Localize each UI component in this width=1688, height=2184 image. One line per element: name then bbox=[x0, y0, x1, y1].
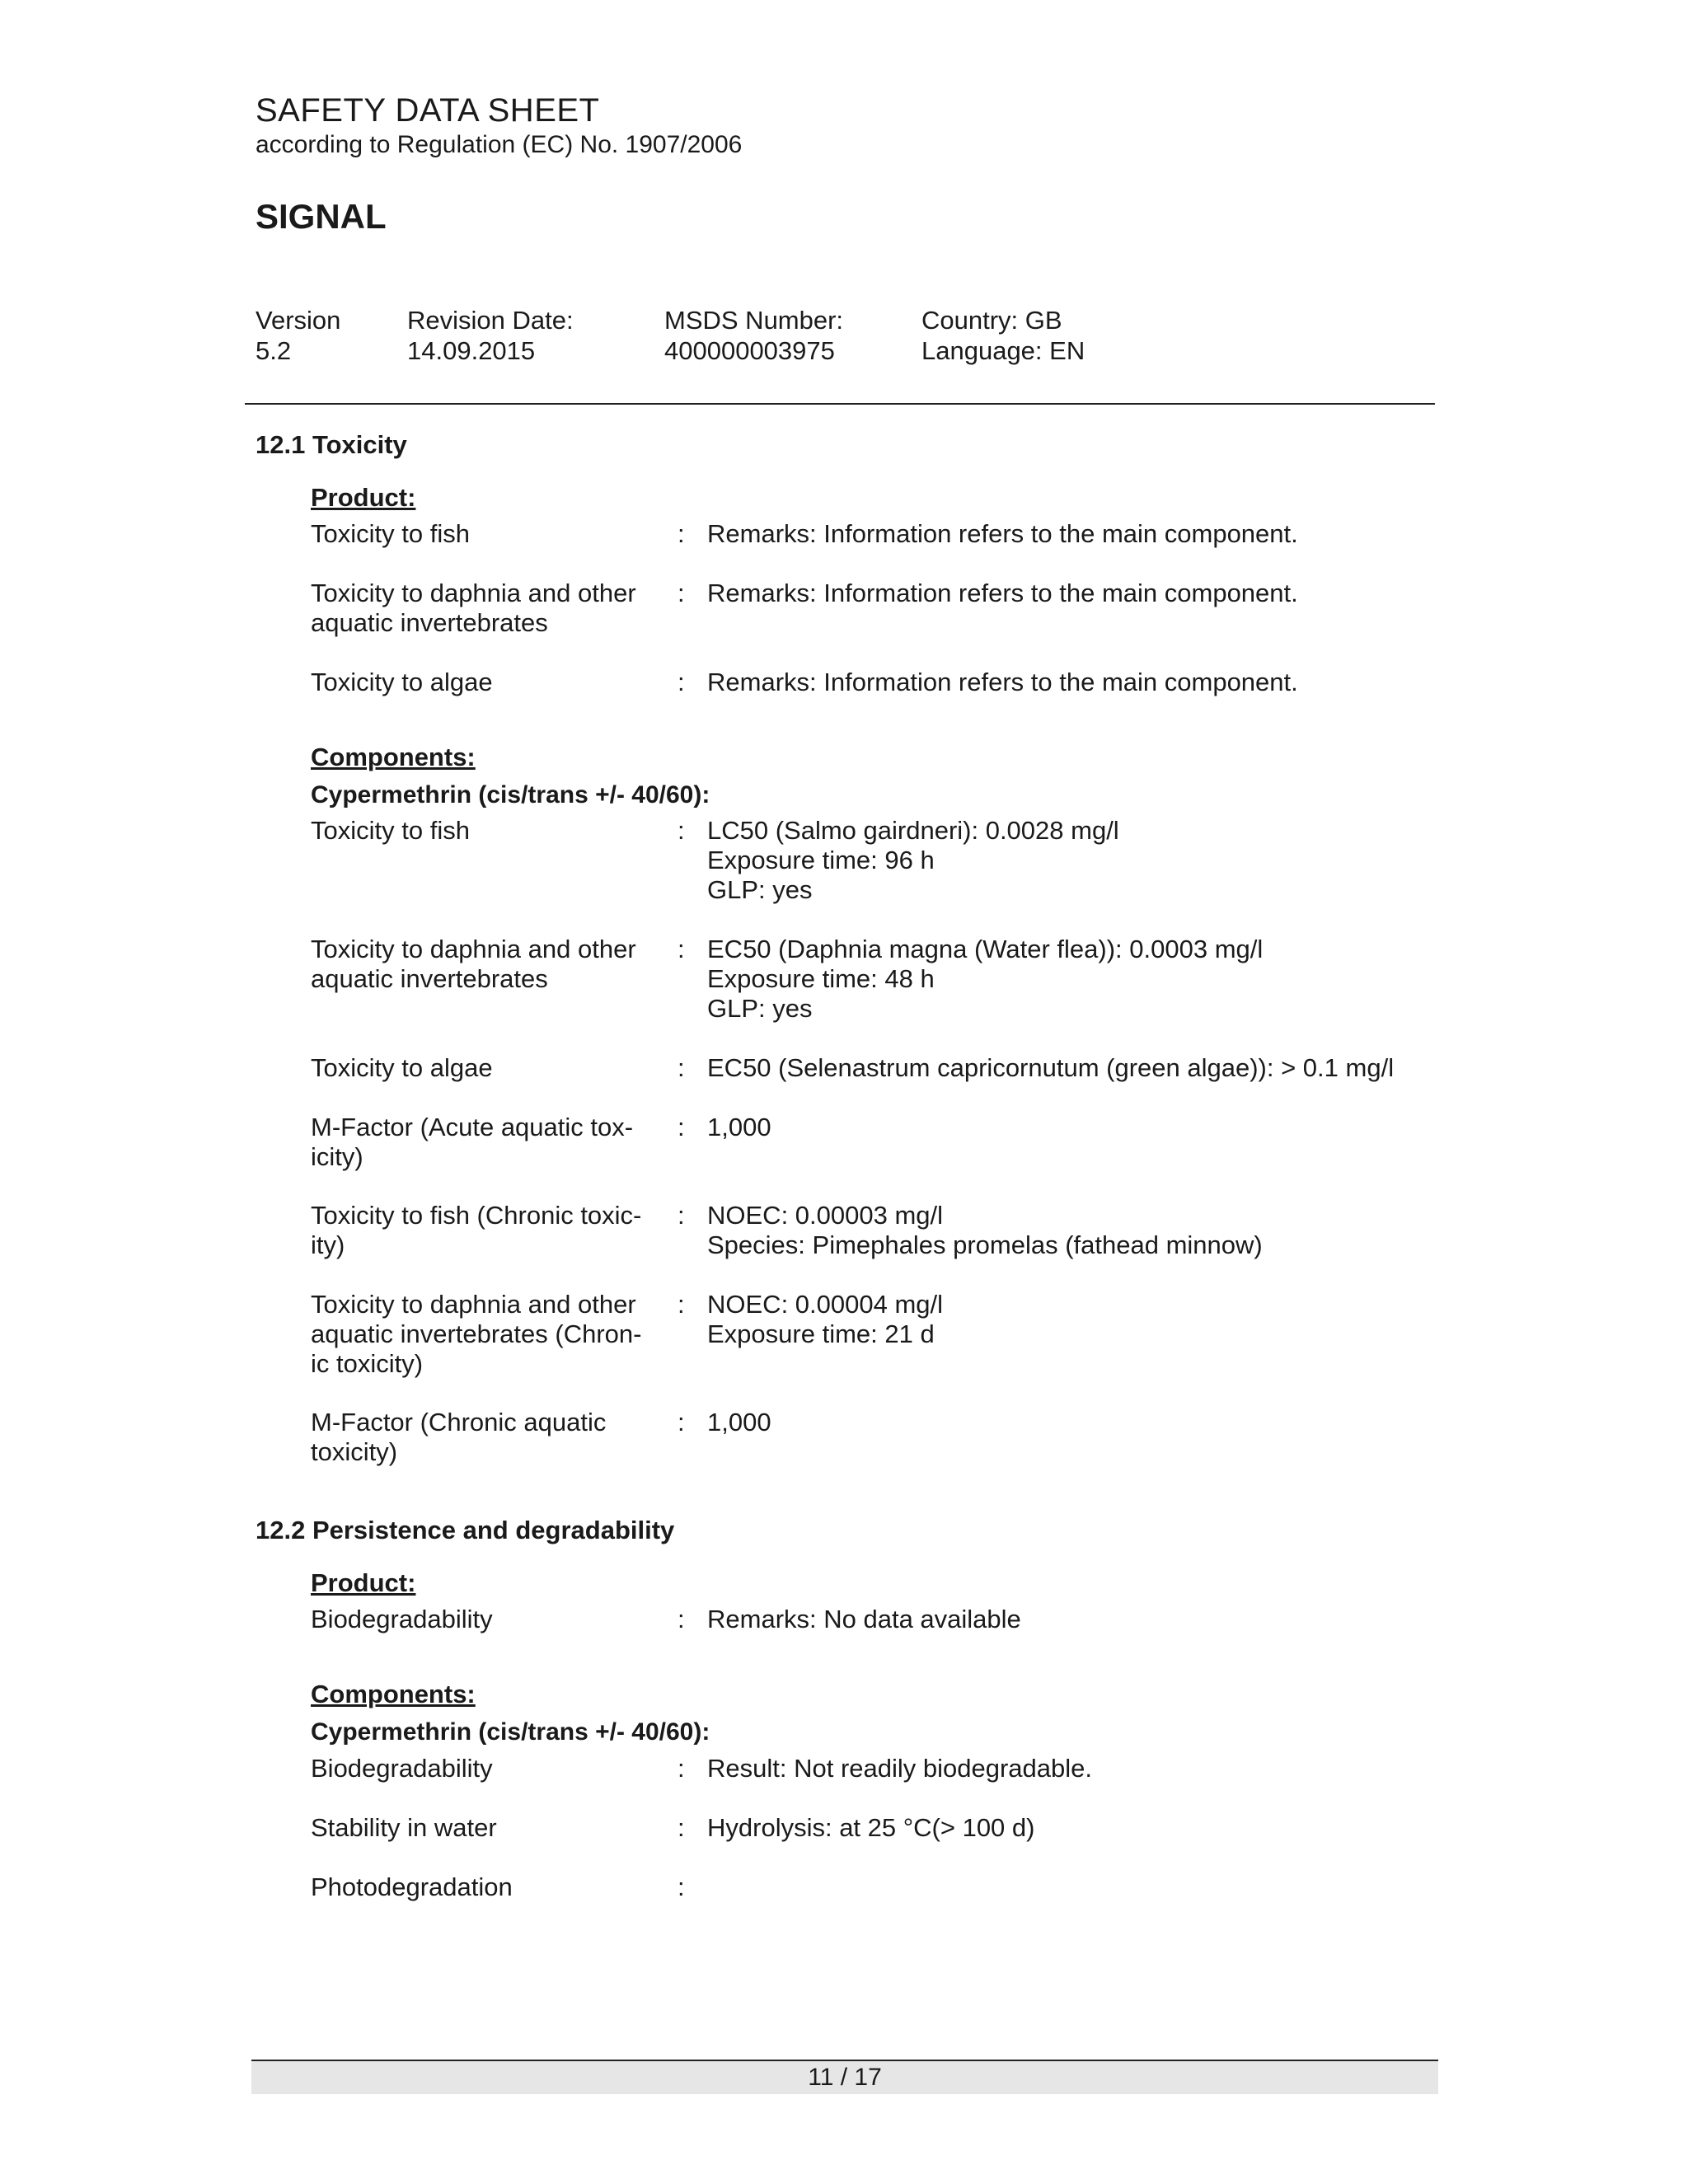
row-label: Toxicity to algae bbox=[311, 668, 493, 696]
row-value: Remarks: No data available bbox=[707, 1605, 1021, 1633]
row-value: NOEC: 0.00003 mg/l Species: Pimephales promelas (fathead minnow) bbox=[707, 1201, 1263, 1259]
row-colon: : bbox=[678, 1290, 685, 1319]
section-heading-persistence: 12.2 Persistence and degradability bbox=[256, 1516, 675, 1544]
row-colon: : bbox=[678, 1408, 685, 1436]
country: Country: GB bbox=[921, 306, 1062, 335]
component-name: Cypermethrin (cis/trans +/- 40/60): bbox=[311, 781, 710, 808]
product-heading: Product: bbox=[311, 1568, 416, 1597]
row-colon: : bbox=[678, 1113, 685, 1141]
row-label: Toxicity to fish bbox=[311, 816, 470, 845]
revision-value: 14.09.2015 bbox=[407, 336, 536, 365]
product-heading: Product: bbox=[311, 483, 416, 512]
row-colon: : bbox=[678, 816, 685, 845]
row-value: Remarks: Information refers to the main component. bbox=[707, 579, 1298, 607]
meta-revision bbox=[407, 305, 574, 366]
page-number: 11 / 17 bbox=[808, 2064, 882, 2091]
row-colon: : bbox=[678, 1872, 685, 1901]
components-heading: Components: bbox=[311, 1680, 476, 1708]
row-colon: : bbox=[678, 935, 685, 963]
row-value: 1,000 bbox=[707, 1408, 771, 1436]
row-label: Biodegradability bbox=[311, 1754, 493, 1783]
row-label: Toxicity to fish bbox=[311, 519, 470, 548]
row-colon: : bbox=[678, 1813, 685, 1842]
version-label: Version bbox=[256, 306, 341, 335]
document-subtitle: according to Regulation (EC) No. 1907/2006 bbox=[256, 131, 743, 158]
row-value: 1,000 bbox=[707, 1113, 771, 1141]
row-colon: : bbox=[678, 519, 685, 548]
components-heading: Components: bbox=[311, 743, 476, 771]
meta-country-language bbox=[921, 305, 1085, 366]
row-colon: : bbox=[678, 668, 685, 696]
component-name: Cypermethrin (cis/trans +/- 40/60): bbox=[311, 1718, 710, 1746]
row-colon: : bbox=[678, 1605, 685, 1633]
revision-label: Revision Date: bbox=[407, 306, 574, 335]
msds-value: 400000003975 bbox=[664, 336, 835, 365]
row-value: EC50 (Selenastrum capricornutum (green algae)): > 0.1 mg/l bbox=[707, 1053, 1395, 1082]
meta-version bbox=[256, 305, 340, 366]
row-value: Remarks: Information refers to the main component. bbox=[707, 668, 1298, 696]
row-value: NOEC: 0.00004 mg/l Exposure time: 21 d bbox=[707, 1290, 944, 1348]
header-divider bbox=[245, 403, 1435, 405]
language: Language: EN bbox=[921, 336, 1085, 365]
row-colon: : bbox=[678, 1754, 685, 1783]
msds-label: MSDS Number: bbox=[664, 306, 844, 335]
meta-msds bbox=[664, 305, 843, 366]
row-label: Photodegradation bbox=[311, 1872, 513, 1901]
product-name: SIGNAL bbox=[256, 197, 387, 236]
row-label: Toxicity to daphnia and other aquatic invertebrates (Chron- ic toxicity) bbox=[311, 1290, 642, 1378]
row-label: Toxicity to daphnia and other aquatic invertebrates bbox=[311, 579, 636, 637]
row-label: Stability in water bbox=[311, 1813, 497, 1842]
row-colon: : bbox=[678, 579, 685, 607]
document-title: SAFETY DATA SHEET bbox=[256, 92, 600, 129]
row-value: LC50 (Salmo gairdneri): 0.0028 mg/l Exposure time: 96 h GLP: yes bbox=[707, 816, 1119, 904]
row-colon: : bbox=[678, 1201, 685, 1230]
row-value: Result: Not readily biodegradable. bbox=[707, 1754, 1092, 1783]
row-colon: : bbox=[678, 1053, 685, 1082]
section-heading-toxicity: 12.1 Toxicity bbox=[256, 430, 407, 459]
row-label: Biodegradability bbox=[311, 1605, 493, 1633]
row-label: Toxicity to algae bbox=[311, 1053, 493, 1082]
row-label: Toxicity to fish (Chronic toxic- ity) bbox=[311, 1201, 642, 1259]
row-label: M-Factor (Chronic aquatic toxicity) bbox=[311, 1408, 607, 1466]
row-value: Remarks: Information refers to the main component. bbox=[707, 519, 1298, 548]
row-label: Toxicity to daphnia and other aquatic invertebrates bbox=[311, 935, 636, 993]
row-value: Hydrolysis: at 25 °C(> 100 d) bbox=[707, 1813, 1035, 1842]
version-value: 5.2 bbox=[256, 336, 292, 365]
row-label: M-Factor (Acute aquatic tox- icity) bbox=[311, 1113, 634, 1171]
row-value: EC50 (Daphnia magna (Water flea)): 0.0003 mg/l Exposure time: 48 h GLP: yes bbox=[707, 935, 1264, 1023]
